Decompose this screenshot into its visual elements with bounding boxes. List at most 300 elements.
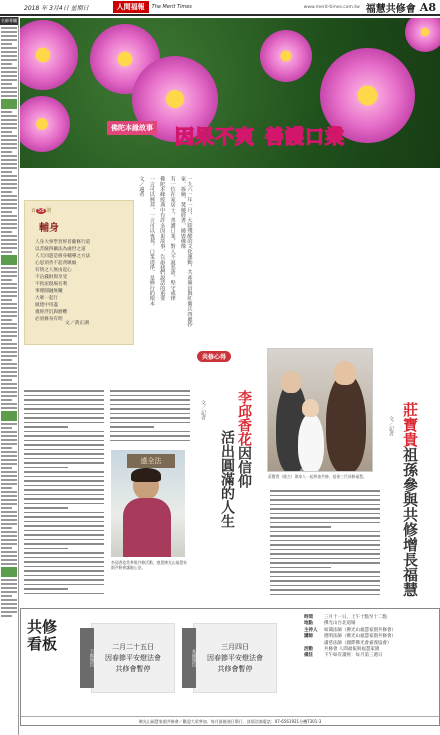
text-line — [24, 498, 104, 500]
left-column-line — [1, 511, 17, 513]
family-photo-caption: 莊寶貴（後左）與家人一起參加共修，祖孫三代同修福慧。 — [268, 474, 367, 479]
left-column-line — [1, 223, 17, 225]
hero-photo — [20, 18, 440, 168]
text-line — [270, 585, 380, 587]
person-figure — [326, 373, 366, 472]
text-line — [270, 495, 380, 497]
left-column-line — [1, 563, 17, 565]
event-status: 共修會暫停 — [217, 665, 253, 673]
left-column-line — [1, 531, 17, 533]
left-column-line — [1, 267, 17, 269]
left-column-line — [1, 455, 17, 457]
left-column-line — [1, 255, 17, 265]
left-column-line — [1, 427, 12, 429]
left-column-line — [1, 491, 17, 493]
left-column-line — [1, 375, 17, 377]
left-column-line — [1, 363, 17, 365]
left-column-line — [1, 43, 12, 45]
text-line — [270, 549, 380, 551]
left-column-line — [1, 175, 17, 177]
text-line — [24, 507, 68, 509]
text-line — [270, 558, 380, 560]
left-column-line — [1, 599, 17, 601]
info-key: 時間 — [304, 615, 313, 620]
left-column-line — [1, 123, 17, 125]
text-line — [24, 476, 104, 478]
text-line — [24, 408, 104, 410]
left-column-line — [1, 299, 12, 301]
flower-image — [260, 30, 312, 82]
left-column-line — [1, 603, 17, 605]
left-column-line — [1, 435, 17, 437]
event-board-title: 共修看板 — [27, 618, 58, 653]
issue-date: 2018 年 3月4日 星期日 — [24, 4, 89, 12]
left-column-line — [1, 499, 17, 501]
poem-lines — [35, 239, 127, 323]
info-key: 講師 — [304, 634, 313, 640]
text-line — [270, 522, 380, 524]
left-column-line — [1, 163, 17, 165]
article-byline: 文／遠者 — [138, 176, 145, 197]
left-column-line — [1, 475, 17, 477]
zhuang-headline-rest: 祖孫參與共修增長福慧 — [401, 447, 419, 597]
family-photo — [267, 348, 373, 472]
left-column-line — [1, 391, 17, 393]
left-column-line — [1, 35, 17, 37]
left-column-line — [1, 131, 12, 133]
left-column-line — [1, 371, 17, 373]
left-column-line — [1, 111, 12, 113]
left-column-line — [1, 347, 17, 349]
left-column-line — [1, 339, 12, 341]
left-column-line — [1, 459, 17, 461]
left-column-line — [1, 335, 17, 337]
left-column-line — [1, 31, 17, 33]
article-main-paragraphs — [138, 176, 192, 336]
left-column-line — [1, 283, 17, 285]
left-column-line — [1, 443, 17, 445]
info-value: 共修會 人間福報與福慧家園 — [324, 647, 380, 653]
site-url[interactable]: www.merit-times.com.tw — [303, 4, 360, 10]
text-line — [24, 404, 104, 406]
left-column-line — [1, 487, 12, 489]
text-line — [24, 512, 104, 514]
poem-author: 文／黃正湖 — [65, 321, 89, 326]
left-column-line — [1, 231, 12, 233]
text-line — [24, 440, 104, 442]
left-column-line — [1, 615, 12, 617]
flower-image — [20, 96, 70, 152]
article-paragraph: 一九六一年一月，大陸殘酷的文化運動，共產黨員與紅衛兵四處抄家、拆廟、焚燒經書，燒毀佛像 — [180, 176, 193, 327]
event-date: 三月四日 — [221, 643, 249, 651]
left-column-line — [1, 67, 17, 69]
li-article-text-2 — [110, 390, 190, 446]
page-header — [0, 0, 440, 16]
left-column-line — [1, 139, 17, 141]
event-board — [20, 608, 440, 726]
info-value: 如聞法師（佛光山福慧家園共修會） — [324, 627, 396, 633]
left-column-line — [1, 451, 17, 453]
text-line — [110, 417, 190, 419]
left-column-line — [1, 431, 17, 433]
woman-photo-caption: 李邱香花常參與共修活動，感恩佛光山福慧家園共修會讓她心安。 — [111, 560, 187, 570]
left-column-line — [1, 307, 17, 309]
newspaper-logo-en: The Merit Times — [151, 4, 192, 10]
text-line — [24, 444, 104, 446]
left-column-line — [1, 319, 12, 321]
left-column-line — [1, 463, 17, 465]
left-column-line — [1, 567, 17, 577]
left-column-line — [1, 143, 17, 145]
text-line — [270, 508, 380, 510]
event-status: 共修會暫停 — [115, 665, 151, 673]
left-column-line — [1, 379, 12, 381]
text-line — [270, 580, 380, 582]
poem-box — [24, 200, 134, 345]
left-column-line — [1, 291, 17, 293]
left-column-line — [1, 59, 17, 61]
left-column-line — [1, 367, 17, 369]
article-paragraph: 一言可以興邦，一言可以喪邦。口業清淨，是修行的根本 — [148, 176, 155, 306]
left-column-line — [1, 95, 17, 97]
plaque-sign: 盛全法 — [127, 454, 175, 468]
info-key: 備註 — [304, 653, 313, 659]
left-column-line — [1, 207, 17, 209]
text-line — [110, 413, 190, 415]
text-line — [24, 494, 104, 496]
text-line — [110, 435, 190, 437]
text-line — [24, 593, 104, 595]
text-line — [24, 521, 104, 523]
left-column-line — [1, 503, 17, 505]
text-line — [270, 544, 380, 546]
text-line — [24, 588, 68, 590]
event-date: 二月二十五日 — [112, 643, 154, 651]
text-line — [270, 499, 380, 501]
text-line — [24, 543, 104, 545]
text-line — [24, 449, 104, 451]
left-column-line — [1, 275, 17, 277]
text-line — [24, 489, 104, 491]
text-line — [24, 579, 104, 581]
info-value: 滿慈法師（國際佛光會嘉義協會） — [324, 640, 392, 646]
left-column-line — [1, 63, 12, 65]
left-column-line — [1, 135, 17, 137]
left-column-line — [1, 187, 17, 189]
left-column-line — [1, 543, 17, 545]
text-line — [24, 417, 104, 419]
left-column-line — [1, 439, 17, 441]
left-column-line — [1, 547, 12, 549]
left-column-line — [1, 171, 12, 173]
left-column-line — [1, 303, 17, 305]
left-column-line — [1, 79, 17, 81]
text-line — [110, 440, 190, 442]
left-column-line — [1, 423, 17, 425]
left-column-line — [1, 359, 12, 361]
li-headline-rest2: 活出圓滿的人生 — [219, 430, 235, 528]
left-column-line — [1, 279, 12, 281]
text-line — [110, 422, 190, 424]
poem-badge-suffix: 的 — [46, 208, 52, 214]
left-column-line — [1, 99, 17, 109]
poem-line: 事理圓融無礙 — [35, 289, 63, 294]
text-line — [24, 534, 104, 536]
left-column-line — [1, 523, 17, 525]
zhuang-name: 莊寶貴 — [401, 402, 419, 447]
text-line — [270, 571, 380, 573]
event-activity: 因春節平安燈法會 — [207, 654, 263, 662]
zhuang-byline: 文／記者 — [388, 416, 394, 436]
li-headline — [218, 390, 252, 528]
poem-badge — [31, 207, 51, 214]
poem-line: 做建中用盡 — [35, 303, 58, 308]
info-row — [304, 653, 438, 659]
text-line — [24, 435, 104, 437]
text-line — [110, 426, 154, 428]
text-line — [24, 485, 104, 487]
poem-line: 幾經浮沉與磨難 — [35, 310, 68, 315]
left-column-line — [1, 495, 17, 497]
event-card[interactable] — [193, 623, 277, 693]
text-line — [270, 576, 380, 578]
left-column-line — [1, 539, 17, 541]
page-number: A8 — [419, 0, 436, 14]
text-line — [270, 513, 380, 515]
li-name: 李邱香花 — [236, 390, 252, 446]
li-headline-rest1: 因信仰 — [236, 446, 252, 488]
left-column-line — [1, 195, 17, 197]
poem-number: 58 — [38, 208, 45, 214]
left-column-line — [1, 351, 17, 353]
left-column-line — [1, 39, 17, 41]
left-column-line — [1, 587, 17, 589]
newspaper-logo[interactable]: 人間福報 — [113, 1, 149, 13]
left-column-line — [1, 115, 17, 117]
left-column-line — [1, 27, 17, 29]
left-column-line — [1, 447, 12, 449]
left-column-line — [1, 311, 17, 313]
woman-photo — [111, 450, 185, 557]
person-figure — [298, 413, 324, 472]
left-column-line — [1, 227, 17, 229]
left-column-line — [1, 323, 17, 325]
text-line — [24, 413, 104, 415]
left-column-line — [1, 247, 17, 249]
info-key: 主持人 — [304, 627, 318, 633]
left-column-line — [1, 243, 17, 245]
left-column-line — [1, 555, 17, 557]
text-line — [24, 503, 104, 505]
event-card-label: 本週預告 — [182, 628, 196, 688]
text-line — [110, 399, 190, 401]
text-line — [270, 562, 380, 564]
hero-title-part-b: 善護口業 — [265, 126, 346, 148]
info-value: 下午如有讀經：每月第三週日 — [324, 653, 383, 659]
person-figure — [281, 371, 301, 393]
text-line — [270, 594, 380, 596]
event-card-label: 下期預告 — [80, 628, 94, 688]
event-board-footer: 佛光山福慧家園共修會／歡迎大眾參加．每月最後週日舉行．詳情洽詢電話：07-6561921分機7301-3 — [21, 716, 439, 725]
left-column-line — [1, 551, 17, 553]
poem-line: 人天同遊是修身輔導之方法 — [35, 254, 91, 259]
text-line — [24, 552, 104, 554]
left-column-line — [1, 467, 12, 469]
poem-line: 人身大事學習經普薩修行道 — [35, 240, 91, 245]
left-column-line — [1, 75, 17, 77]
left-column-line — [1, 147, 17, 149]
left-column-line — [1, 607, 17, 609]
text-line — [24, 431, 104, 433]
left-column-line — [1, 159, 17, 161]
hero-kicker: 佛陀本緣故事 — [107, 121, 157, 135]
poem-line: 大眾一起行 — [35, 296, 58, 301]
left-column-line — [1, 199, 17, 201]
info-key: 活動 — [304, 647, 313, 653]
poem-line: 必須修身有明 — [35, 317, 63, 322]
left-column-line — [1, 215, 17, 217]
woman-body — [123, 498, 171, 557]
left-column-line — [1, 271, 17, 273]
person-figure — [334, 361, 356, 385]
left-column-line — [1, 403, 17, 405]
left-column-line — [1, 71, 17, 73]
text-line — [24, 395, 104, 397]
left-column-line — [1, 155, 17, 157]
info-value: 佛光山台北道場 — [324, 621, 356, 627]
left-column-line — [1, 91, 17, 93]
text-line — [24, 458, 104, 460]
text-line — [24, 480, 104, 482]
event-info-list — [304, 615, 438, 660]
text-line — [24, 575, 104, 577]
left-column-line — [1, 251, 12, 253]
left-column-line — [1, 595, 12, 597]
text-line — [270, 589, 380, 591]
left-column-line — [1, 51, 17, 53]
left-column-line — [1, 399, 12, 401]
left-column-line — [1, 151, 12, 153]
hero-title — [175, 122, 345, 149]
left-column-line — [1, 295, 17, 297]
text-line — [270, 531, 380, 533]
li-byline: 文／記者 — [200, 400, 206, 420]
text-line — [270, 490, 380, 492]
text-line — [110, 408, 190, 410]
left-column-header: 名師專欄 — [1, 18, 17, 23]
flower-image — [20, 20, 78, 90]
left-column-line — [1, 483, 17, 485]
text-line — [24, 570, 104, 572]
left-column-lines — [0, 27, 18, 617]
text-line — [270, 504, 380, 506]
text-line — [270, 567, 331, 569]
text-line — [270, 540, 380, 542]
left-column-line — [1, 327, 17, 329]
left-column-line — [1, 183, 17, 185]
text-line — [270, 535, 380, 537]
left-column-line — [1, 343, 17, 345]
poem-title: 輔身 — [39, 223, 59, 234]
info-value: 三月十一日，上午十點至十二點 — [324, 615, 387, 620]
left-column-line — [1, 535, 17, 537]
text-line — [24, 557, 104, 559]
left-column-line — [1, 331, 17, 333]
left-column-line — [1, 235, 17, 237]
left-column-line — [1, 471, 17, 473]
left-column-line — [1, 239, 17, 241]
article-paragraph: 佛陀本緣經典中有許多因果故事，告訴我們說話的重要 — [159, 176, 166, 301]
text-line — [24, 426, 68, 428]
zhuang-headline — [400, 402, 420, 597]
li-article-text — [24, 390, 104, 600]
left-column-line — [1, 479, 17, 481]
article-main-text — [138, 176, 438, 336]
zhuang-article-text — [270, 490, 380, 600]
left-column-line — [1, 211, 12, 213]
left-column-line — [1, 395, 17, 397]
left-column-line — [1, 411, 17, 421]
left-column-line — [1, 87, 17, 89]
left-column-line — [1, 219, 17, 221]
left-column-line — [1, 591, 17, 593]
left-column-line — [1, 387, 17, 389]
poem-line: 心思須善不起貪瞋癡 — [35, 261, 77, 266]
left-column-line — [1, 119, 17, 121]
text-line — [24, 539, 104, 541]
section-name: 福慧共修會 — [365, 3, 416, 15]
poem-line: 不拘泥現場名利 — [35, 282, 68, 287]
left-column-line — [1, 287, 17, 289]
text-line — [24, 548, 68, 550]
left-column-line — [1, 527, 12, 529]
left-column-line — [1, 559, 17, 561]
left-column-line — [1, 519, 17, 521]
li-section-tag: 共修心得 — [197, 351, 231, 362]
text-line — [270, 526, 331, 528]
left-column-line — [1, 203, 17, 205]
text-line — [24, 584, 104, 586]
event-card[interactable] — [91, 623, 175, 693]
text-line — [24, 399, 104, 401]
left-column-line — [1, 83, 12, 85]
text-line — [24, 530, 104, 532]
poem-line: 以菩薩四攝法為處世之道 — [35, 247, 86, 252]
info-key: 地點 — [304, 621, 313, 627]
left-column-line — [1, 191, 12, 193]
text-line — [270, 553, 380, 555]
text-line — [110, 404, 190, 406]
info-value: 德明法師（佛光山福慧家園共修會） — [324, 634, 396, 640]
left-column-line — [1, 507, 12, 509]
hero-title-part-a: 因果不爽 — [175, 126, 256, 148]
left-column-line — [1, 515, 17, 517]
person-figure — [302, 399, 319, 417]
poem-line: 有情之人無由起心 — [35, 268, 72, 273]
text-line — [24, 462, 104, 464]
text-line — [24, 467, 68, 469]
event-activity: 因春節平安燈法會 — [105, 654, 161, 662]
left-index-column — [0, 17, 19, 735]
left-column-line — [1, 407, 17, 409]
left-column-line — [1, 579, 17, 581]
left-column-line — [1, 383, 17, 385]
text-line — [24, 471, 104, 473]
left-column-line — [1, 47, 17, 49]
poem-badge-prefix: 百 — [31, 208, 37, 214]
text-line — [24, 561, 104, 563]
text-line — [110, 395, 190, 397]
